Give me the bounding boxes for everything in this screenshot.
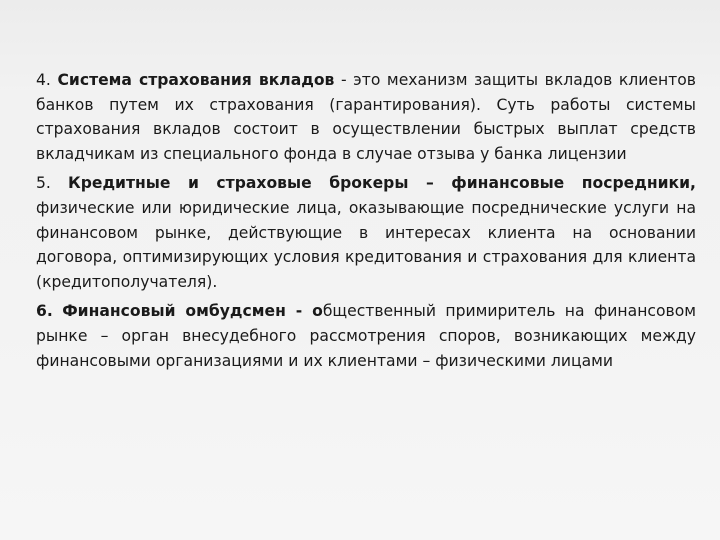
paragraph-ombudsman [36, 299, 696, 373]
paragraph-number: 6. [36, 302, 53, 321]
term-brokers: Кредитные и страховые брокеры – финансовые посредники, [67, 174, 696, 193]
paragraph-brokers [36, 171, 696, 294]
paragraph-number: 4. [36, 71, 51, 89]
definition-deposit-insurance: - это механизм защиты вкладов клиентов банков путем их страхования (гарантирования). Суть работы системы страхования вкладов состоит в осуществлении быстрых выплат средств вкладчикам из специального фонда в случае отзыва у банка лицензии [36, 71, 696, 163]
term-ombudsman: Финансовый омбудсмен - о [62, 302, 323, 321]
definition-ombudsman: бщественный примиритель на финансовом рынке – орган внесудебного рассмотрения споров, возникающих между финансовыми организациями и их клиентами – физическими лицами [36, 302, 696, 370]
definition-brokers: физические или юридические лица, оказывающие посреднические услуги на финансовом рынке, действующие в интересах клиента на основании договора, оптимизирующих условия кредитования и страхования для клиента (кредитополучателя). [36, 198, 696, 291]
paragraph-deposit-insurance [36, 68, 696, 166]
term-deposit-insurance: Система страхования вкладов [57, 71, 335, 89]
slide-content [36, 68, 696, 378]
paragraph-number: 5. [36, 174, 51, 193]
